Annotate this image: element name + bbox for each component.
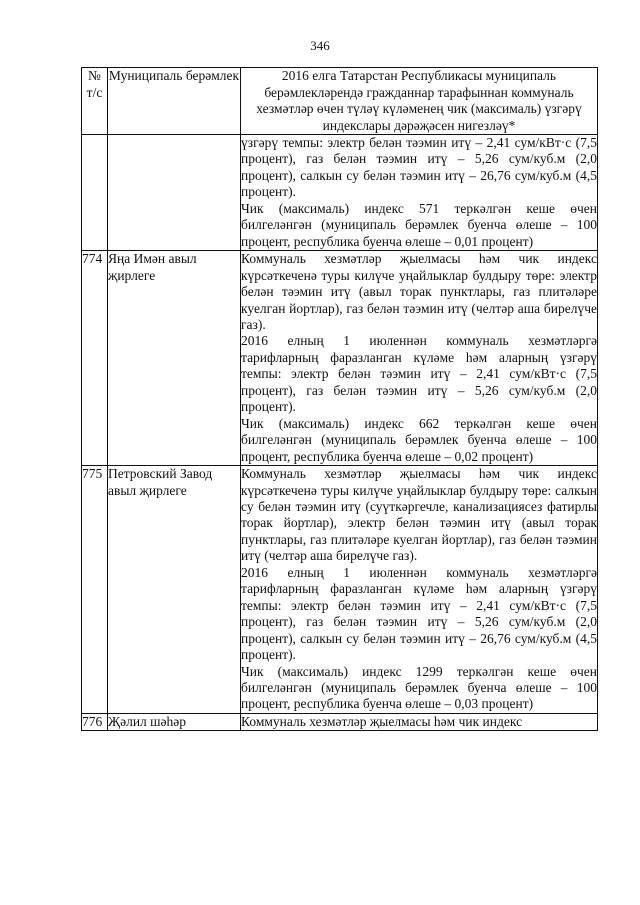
description-paragraph: Чик (максималь) индекс 571 теркәлгән кеше өчен билгеләнгән (муниципаль берәмлек буенча өлеше – 100 процент, республика буенча өлеше – 0,01 процент) xyxy=(241,200,597,249)
row-number: 774 xyxy=(82,251,108,466)
description-paragraph: Коммуналь хезмәтләр җыелмасы һәм чик индекс xyxy=(241,713,523,729)
header-description: 2016 елга Татарстан Республикасы муниципаль берәмлекләрендә гражданнар тарафыннан коммуналь хезмәтләр өчен түләү күләменең чик (максималь) үзгәрү индекслары дәрәҗәсен нигезләү* xyxy=(241,68,598,135)
description-paragraph: Коммуналь хезмәтләр җыелмасы һәм чик индекс күрсәткеченә туры килүче уңайлыклар булдыру төре: салкын су белән тәэмин итү (суүткәргечле, канализациясез фатирлы торак йортлар), электр белән тәэмин итү (авыл торак пунктлары, газ плитәләре куелган йортлар), газ белән тәэмин итү (челтәр аша бирелүче газ). xyxy=(241,466,597,564)
row-municipality: Петровский Завод авыл җирлеге xyxy=(108,466,241,714)
row-number: 775 xyxy=(82,466,108,714)
table-row xyxy=(82,713,598,731)
table-row xyxy=(82,135,598,251)
row-description xyxy=(241,135,598,251)
row-municipality: Яңа Имән авыл җирлеге xyxy=(108,251,241,466)
table-header-row xyxy=(82,68,598,135)
row-municipality xyxy=(108,135,241,251)
table-row xyxy=(82,466,598,714)
header-number: № т/с xyxy=(82,68,108,135)
page-number: 346 xyxy=(310,38,330,53)
municipal-index-table xyxy=(81,67,598,731)
header-municipality: Муниципаль берәмлек xyxy=(108,68,241,135)
description-paragraph: Коммуналь хезмәтләр җыелмасы һәм чик индекс күрсәткеченә туры килүче уңайлыклар булдыру төре: электр белән тәэмин итү (авыл торак пунктлары, газ плитәләре куелган йортлар), газ белән тәэмин итү (челтәр аша бирелүче газ). xyxy=(241,251,597,332)
description-paragraph: Чик (максималь) индекс 1299 теркәлгән кеше өчен билгеләнгән (муниципаль берәмлек буенча өлеше – 100 процент, республика буенча өлеше – 0,03 процент) xyxy=(241,663,597,712)
row-description xyxy=(241,251,598,466)
description-paragraph: 2016 елның 1 июленнән коммуналь хезмәтләргә тарифларның фаразланган күләме һәм аларның үзгәрү темпы: электр белән тәэмин итү – 2,41 сум/кВт·с (7,5 процент), газ белән тәэмин итү – 5,26 сум/куб.м (2,0 процент), салкын су белән тәэмин итү – 26,76 сум/куб.м (4,5 процент). xyxy=(241,564,597,663)
row-description xyxy=(241,713,598,731)
row-municipality: Җәлил шәһәр xyxy=(108,713,241,731)
description-paragraph: Чик (максималь) индекс 662 теркәлгән кеше өчен билгеләнгән (муниципаль берәмлек буенча өлеше – 100 процент, республика буенча өлеше – 0,02 процент) xyxy=(241,415,597,464)
description-paragraph: 2016 елның 1 июленнән коммуналь хезмәтләргә тарифларның фаразланган күләме һәм аларның үзгәрү темпы: электр белән тәэмин итү – 2,41 сум/кВт·с (7,5 процент), газ белән тәэмин итү – 5,26 сум/куб.м (2,0 процент). xyxy=(241,333,597,415)
row-number: 776 xyxy=(82,713,108,731)
table-row xyxy=(82,251,598,466)
description-paragraph: үзгәрү темпы: электр белән тәэмин итү – 2,41 сум/кВт·с (7,5 процент), газ белән тәэмин итү – 5,26 сум/куб.м (2,0 процент), салкын су белән тәэмин итү – 26,76 сум/куб.м (4,5 процент). xyxy=(241,135,597,200)
row-description xyxy=(241,466,598,714)
row-number xyxy=(82,135,108,251)
